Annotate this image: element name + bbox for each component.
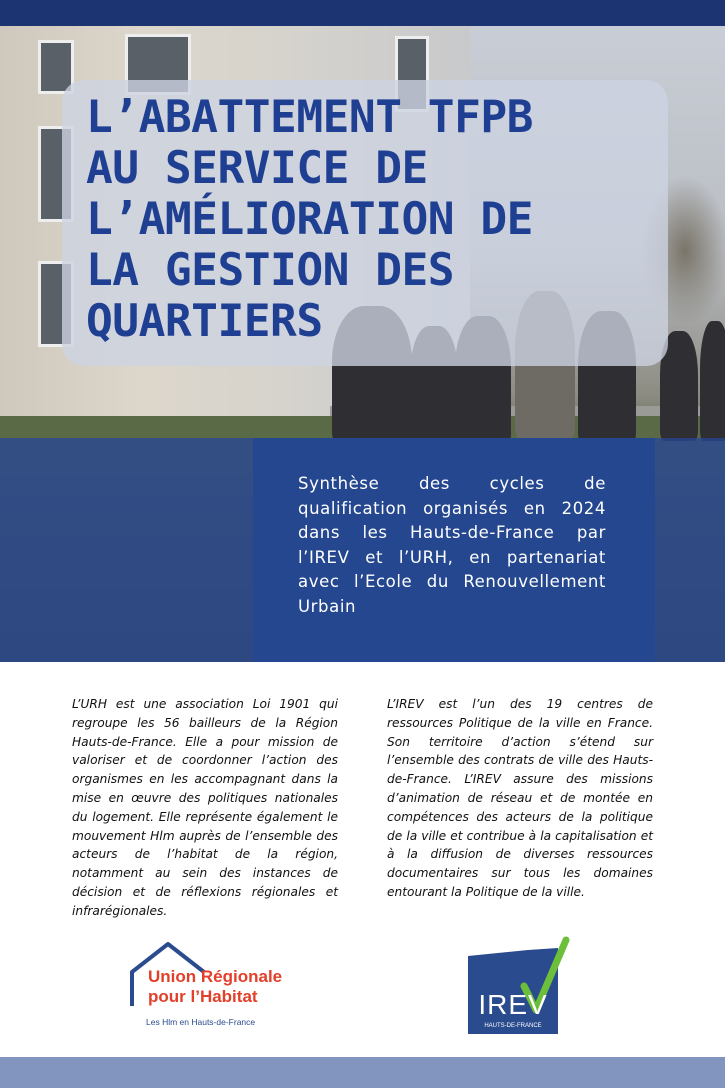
- title-line: LA GESTION DES: [86, 245, 455, 296]
- title-line: QUARTIERS: [86, 296, 323, 347]
- person: [700, 321, 725, 441]
- document-subtitle: Synthèse des cycles de qualification organisés en 2024 dans les Hauts-de-France par l’IREV et l’URH, en partenariat avec l’Ecole du Renouvellement Urbain: [298, 474, 606, 616]
- irev-description: L’IREV est l’un des 19 centres de ressources Politique de la ville en France. Son territoire d’action s’étend sur l’ensemble des contrats de ville des Hauts-de-France. L’IREV assure des missions d’animation de réseau et de montée en compétences des acteurs de la politique de la ville et contribue à la capitalisation et à la diffusion de diverses ressources documentaires sur tous les domaines entourant la Politique de la ville.: [387, 697, 653, 899]
- irev-logo: [466, 936, 576, 1036]
- urh-logo-tagline: Les Hlm en Hauts-de-France: [146, 1017, 256, 1027]
- urh-description: L’URH est une association Loi 1901 qui regroupe les 56 bailleurs de la Région Hauts-de-France. Elle a pour mission de valoriser et de coordonner l’action des organismes en les accompagnant dans la mise en œuvre des politiques nationales du logement. Elle représente également le mouvement Hlm auprès de l’ensemble des acteurs de l’habitat de la région, notamment au sein des instances de décision et de réflexions régionales et infrarégionales.: [72, 697, 338, 918]
- title-line: L’ABATTEMENT TFPB: [86, 92, 533, 143]
- title-line: AU SERVICE DE: [86, 143, 428, 194]
- top-band: [0, 0, 725, 26]
- urh-logo-line1: Union Régionale: [148, 967, 283, 986]
- title-line: L’AMÉLIORATION DE: [86, 194, 533, 245]
- urh-logo: [120, 940, 290, 1032]
- irev-logo-tagline: HAUTS-DE-FRANCE: [484, 1023, 542, 1029]
- irev-logo-name: IREV: [478, 989, 548, 1020]
- document-title: [86, 92, 686, 347]
- urh-logo-line2: pour l’Habitat: [148, 987, 258, 1006]
- bottom-band: [0, 1057, 725, 1088]
